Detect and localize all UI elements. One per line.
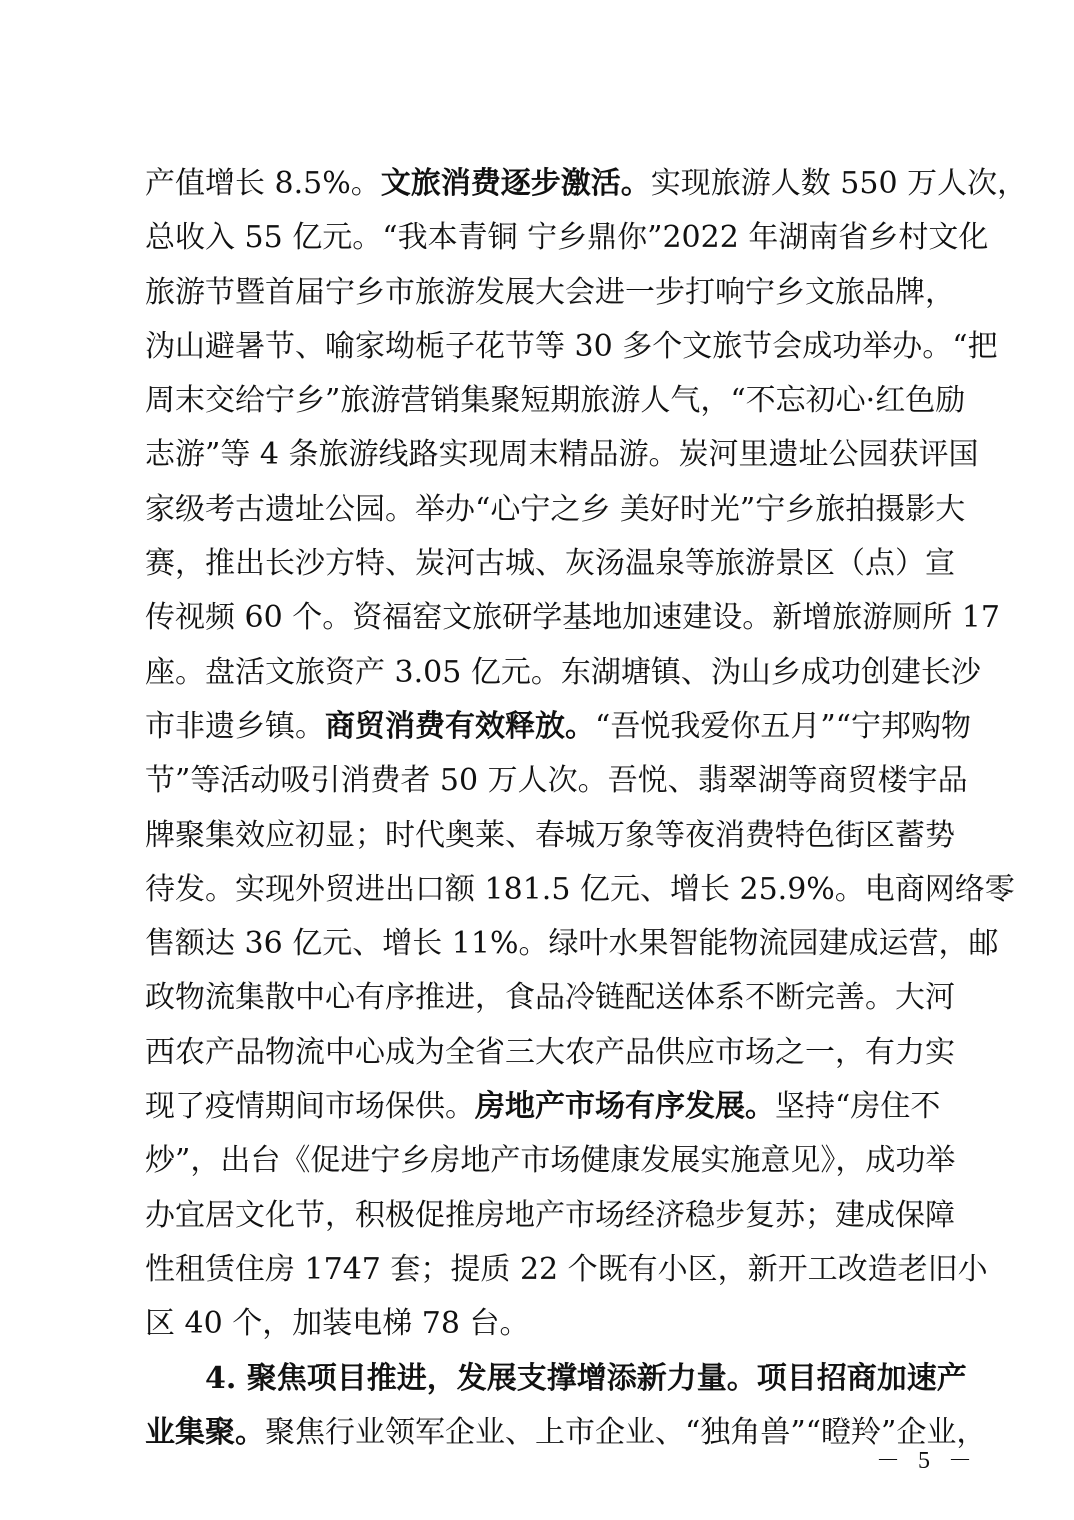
body-text-segment: 节”等活动吸引消费者 50 万人次。吾悦、翡翠湖等商贸楼宇品 — [145, 763, 968, 799]
body-text-segment: 周末交给宁乡”旅游营销集聚短期旅游人气，“不忘初心·红色励 — [145, 383, 966, 419]
body-text-segment: 家级考古遗址公园。举办“心宁之乡 美好时光”宁乡旅拍摄影大 — [145, 491, 966, 527]
body-text-segment: 赛，推出长沙方特、炭河古城、灰汤温泉等旅游景区（点）宣 — [145, 546, 955, 582]
text-line — [145, 157, 1028, 211]
body-text — [145, 157, 1028, 1460]
text-line — [145, 809, 955, 863]
body-text-segment: 产值增长 8.5%。 — [145, 166, 381, 201]
body-text-segment: 实现旅游人数 550 万人次， — [650, 166, 1028, 201]
body-text-segment: 售额达 36 亿元、增长 11%。绿叶水果智能物流园建成运营，邮 — [145, 926, 999, 962]
body-text-segment: 聚焦行业领军企业、上市企业、“独角兽”“瞪羚”企业， — [265, 1414, 987, 1450]
text-line — [145, 863, 1015, 917]
text-line — [145, 428, 979, 482]
text-line — [145, 374, 966, 428]
text-line — [145, 591, 1000, 645]
text-line — [145, 211, 989, 265]
body-text-segment: 市非遗乡镇。 — [145, 708, 325, 744]
bold-heading-text: 商贸消费有效释放。 — [325, 708, 595, 744]
text-line — [145, 1189, 955, 1243]
body-text-segment: 办宜居文化节，积极促推房地产市场经济稳步复苏；建成保障 — [145, 1197, 955, 1233]
text-line — [145, 700, 972, 754]
body-text-segment: 性租赁住房 1747 套；提质 22 个既有小区，新开工改造老旧小 — [145, 1251, 988, 1287]
text-line — [145, 1026, 955, 1080]
text-line — [145, 537, 955, 591]
page-number: － 5 － — [876, 1448, 978, 1474]
body-text-segment: “吾悦我爱你五月”“宁邦购物 — [595, 708, 972, 744]
body-text-segment: 区 40 个，加装电梯 78 台。 — [145, 1306, 530, 1342]
body-text-segment: 旅游节暨首届宁乡市旅游发展大会进一步打响宁乡文旅品牌， — [145, 274, 955, 310]
body-text-segment: 牌聚集效应初显；时代奥莱、春城万象等夜消费特色街区蓄势 — [145, 817, 955, 853]
text-line — [145, 1406, 987, 1460]
bold-heading-text: 4. 聚焦项目推进，发展支撑增添新力量。项目招商加速产 — [205, 1360, 967, 1396]
text-line — [145, 1243, 988, 1297]
body-text-segment: 现了疫情期间市场保供。 — [145, 1089, 475, 1125]
body-text-segment: 坚持“房住不 — [775, 1089, 941, 1125]
body-text-segment: 政物流集散中心有序推进，食品冷链配送体系不断完善。大河 — [145, 980, 955, 1016]
text-line — [145, 1134, 956, 1188]
bold-heading-text: 文旅消费逐步激活。 — [380, 166, 651, 201]
text-line — [145, 1080, 941, 1134]
text-line — [145, 483, 966, 537]
body-text-segment: 炒”，出台《促进宁乡房地产市场健康发展实施意见》，成功举 — [145, 1143, 956, 1179]
body-text-segment: 传视频 60 个。资福窑文旅研学基地加速建设。新增旅游厕所 17 — [145, 600, 1000, 636]
body-text-segment: 总收入 55 亿元。“我本青铜 宁乡鼎你”2022 年湖南省乡村文化 — [145, 220, 989, 256]
text-line — [145, 646, 981, 700]
text-line — [145, 1297, 935, 1351]
bold-heading-text: 业集聚。 — [145, 1414, 265, 1450]
text-line — [145, 266, 955, 320]
text-line — [145, 754, 968, 808]
text-line — [145, 320, 998, 374]
body-text-segment: 西农产品物流中心成为全省三大农产品供应市场之一，有力实 — [145, 1034, 955, 1070]
body-text-segment: 座。盘活文旅资产 3.05 亿元。东湖塘镇、沩山乡成功创建长沙 — [145, 654, 981, 690]
body-text-segment: 待发。实现外贸进出口额 181.5 亿元、增长 25.9%。电商网络零 — [145, 871, 1015, 907]
text-line — [145, 917, 999, 971]
bold-heading-text: 房地产市场有序发展。 — [475, 1089, 775, 1125]
text-line — [145, 1352, 967, 1406]
body-text-segment: 沩山避暑节、喻家坳栀子花节等 30 多个文旅节会成功举办。“把 — [145, 328, 998, 364]
text-line — [145, 971, 955, 1025]
body-text-segment: 志游”等 4 条旅游线路实现周末精品游。炭河里遗址公园获评国 — [145, 437, 979, 473]
